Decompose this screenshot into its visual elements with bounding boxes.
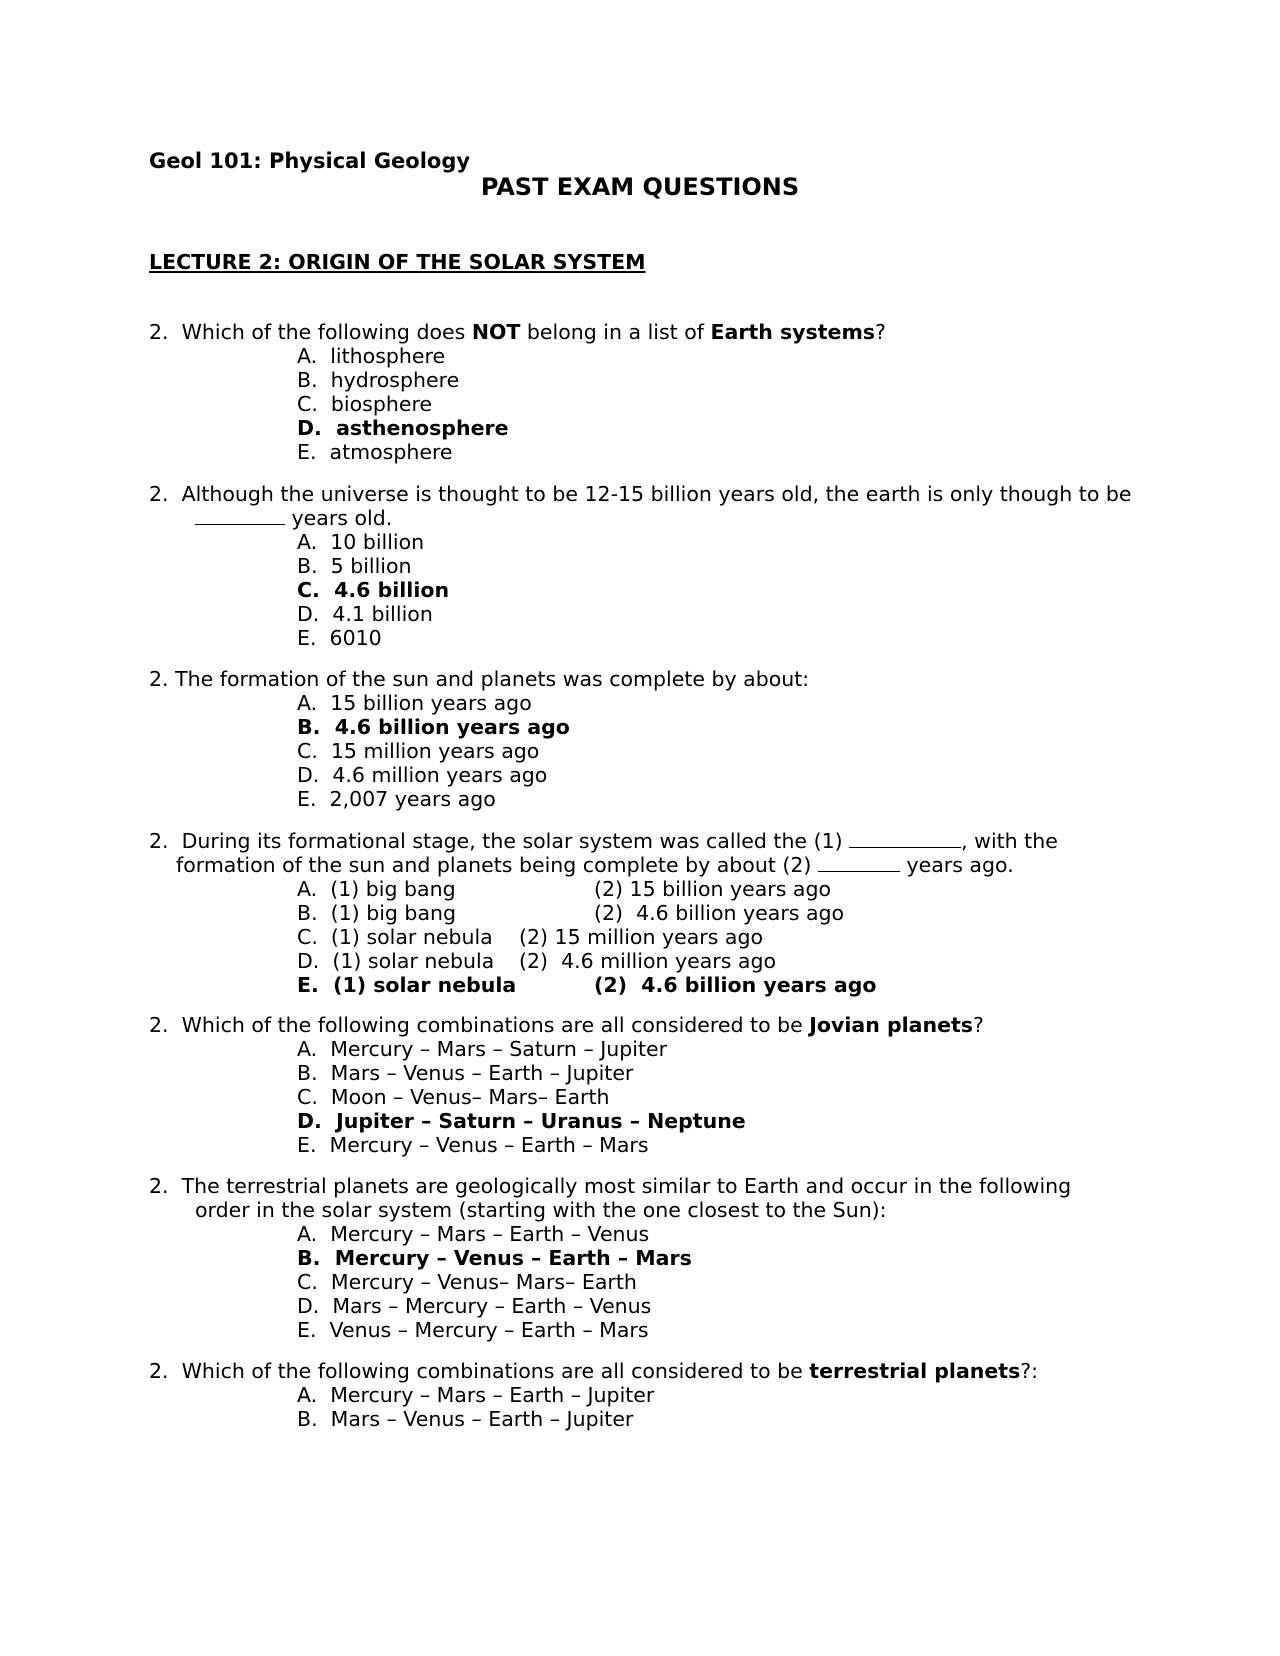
option-b: B. Mars – Venus – Earth – Jupiter (297, 1061, 634, 1085)
option-a: A. 10 billion (297, 530, 425, 554)
question-2-stem: 2. Although the universe is thought to be 12-15 billion years old, the earth is only though to be (149, 482, 1132, 506)
lecture-heading: LECTURE 2: ORIGIN OF THE SOLAR SYSTEM (149, 250, 646, 274)
question-7 (149, 1359, 1149, 1431)
option-e: E. atmosphere (297, 440, 453, 464)
option-a: A. Mercury – Mars – Earth – Jupiter (297, 1383, 655, 1407)
question-6-stem-cont: order in the solar system (starting with the one closest to the Sun): (195, 1198, 887, 1222)
option-a: A. Mercury – Mars – Earth – Venus (297, 1222, 650, 1246)
option-a: A. (1) big bang (2) 15 billion years ago (297, 877, 832, 901)
question-6-stem: 2. The terrestrial planets are geologically most similar to Earth and occur in the following (149, 1174, 1072, 1198)
option-d: D. 4.6 million years ago (297, 763, 548, 787)
option-c: C. biosphere (297, 392, 433, 416)
option-e-correct: E. (1) solar nebula (2) 4.6 billion years ago (297, 973, 877, 997)
question-1-options (297, 344, 1149, 464)
answer-blank (195, 506, 285, 525)
option-a: A. Mercury – Mars – Saturn – Jupiter (297, 1037, 668, 1061)
option-c-correct: C. 4.6 billion (297, 578, 450, 602)
question-1-stem: 2. Which of the following does NOT belong in a list of Earth systems? (149, 320, 886, 344)
option-d-correct: D. asthenosphere (297, 416, 509, 440)
option-b-correct: B. 4.6 billion years ago (297, 715, 570, 739)
option-d: D. (1) solar nebula (2) 4.6 million years ago (297, 949, 777, 973)
question-6 (149, 1174, 1149, 1342)
option-b: B. 5 billion (297, 554, 412, 578)
option-c: C. (1) solar nebula (2) 15 million years ago (297, 925, 764, 949)
question-5 (149, 1013, 1149, 1157)
question-5-stem: 2. Which of the following combinations are all considered to be Jovian planets? (149, 1013, 984, 1037)
question-3-stem: 2. The formation of the sun and planets was complete by about: (149, 667, 810, 691)
option-d: D. 4.1 billion (297, 602, 433, 626)
question-4-stem: 2. During its formational stage, the solar system was called the (1) , with the (149, 829, 1058, 853)
question-3 (149, 667, 1149, 811)
option-a: A. 15 billion years ago (297, 691, 532, 715)
option-e: E. 6010 (297, 626, 382, 650)
question-5-options (297, 1037, 1149, 1157)
option-a: A. lithosphere (297, 344, 446, 368)
question-4 (149, 829, 1149, 997)
course-title: Geol 101: Physical Geology (149, 149, 471, 173)
question-2 (149, 482, 1149, 650)
question-1 (149, 320, 1149, 464)
question-3-options (297, 691, 1149, 811)
question-2-stem-cont: years old. (149, 506, 1149, 530)
question-7-options (297, 1383, 1149, 1431)
option-b-correct: B. Mercury – Venus – Earth – Mars (297, 1246, 692, 1270)
option-e: E. Mercury – Venus – Earth – Mars (297, 1133, 649, 1157)
question-6-options (297, 1222, 1149, 1342)
option-c: C. Mercury – Venus– Mars– Earth (297, 1270, 637, 1294)
page-title: PAST EXAM QUESTIONS (480, 173, 800, 201)
option-b: B. hydrosphere (297, 368, 460, 392)
option-e: E. Venus – Mercury – Earth – Mars (297, 1318, 649, 1342)
option-d: D. Mars – Mercury – Earth – Venus (297, 1294, 652, 1318)
option-b: B. (1) big bang (2) 4.6 billion years ago (297, 901, 845, 925)
option-c: C. Moon – Venus– Mars– Earth (297, 1085, 610, 1109)
option-b: B. Mars – Venus – Earth – Jupiter (297, 1407, 634, 1431)
question-7-stem: 2. Which of the following combinations are all considered to be terrestrial planets?: (149, 1359, 1039, 1383)
question-4-options (297, 877, 1149, 997)
answer-blank-1 (849, 829, 961, 848)
question-4-stem-cont: formation of the sun and planets being complete by about (2) years ago. (176, 853, 1014, 877)
question-2-options (297, 530, 1149, 650)
option-d-correct: D. Jupiter – Saturn – Uranus – Neptune (297, 1109, 746, 1133)
option-c: C. 15 million years ago (297, 739, 540, 763)
option-e: E. 2,007 years ago (297, 787, 496, 811)
answer-blank-2 (818, 853, 900, 872)
